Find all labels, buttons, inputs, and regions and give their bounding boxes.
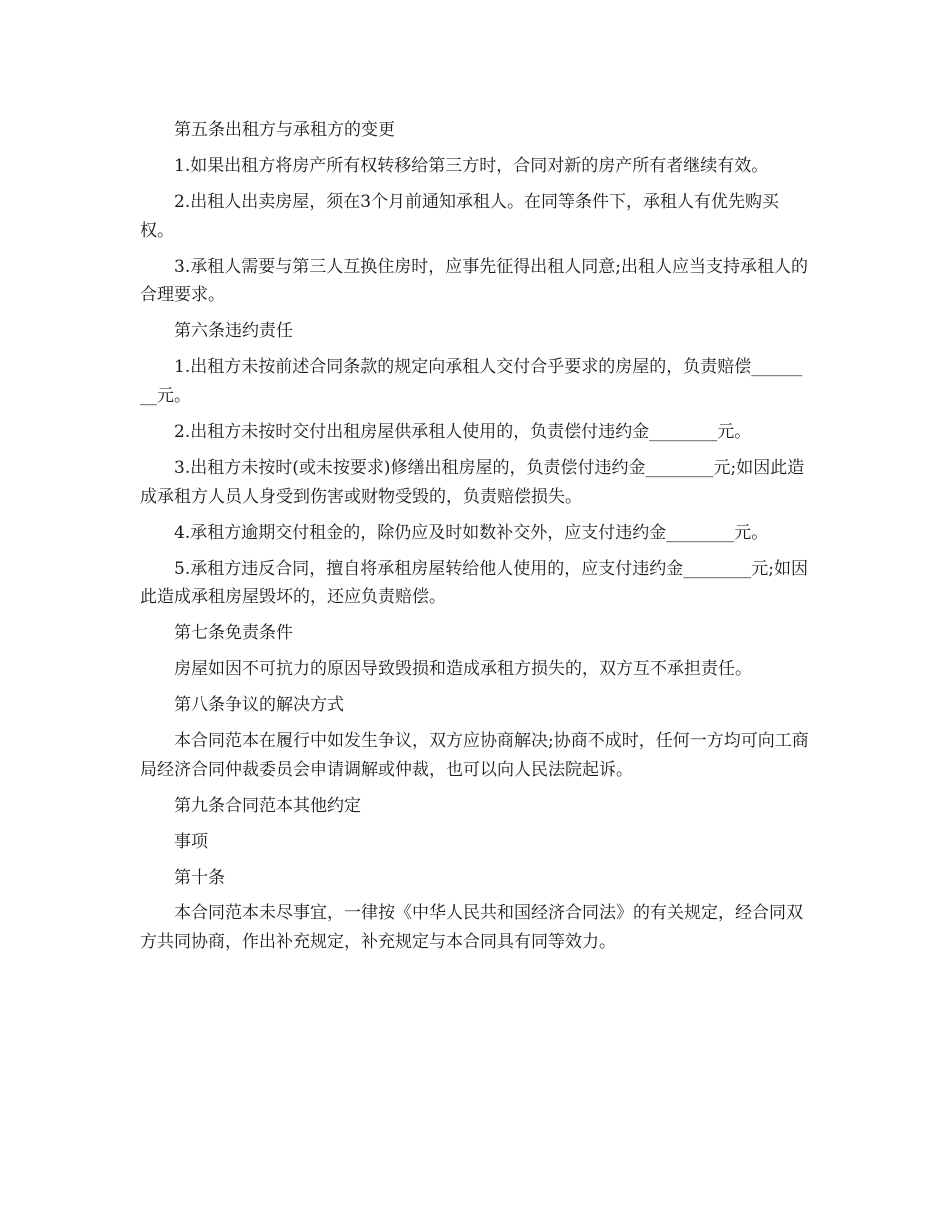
article-6-clause-3: 3.出租方未按时(或未按要求)修缮出租房屋的，负责偿付违约金________元;如因此造成承租方人员人身受到伤害或财物受毁的，负责赔偿损失。	[140, 457, 805, 507]
article-6-heading: 第六条违约责任	[174, 321, 293, 342]
article-6-clause-1: 1.出租方未按前述合同条款的规定向承租人交付合乎要求的房屋的，负责赔偿________元。	[140, 357, 803, 407]
article-7-text: 房屋如因不可抗力的原因导致毁损和造成承租方损失的，双方互不承担责任。	[174, 659, 752, 680]
article-9-heading: 第九条合同范本其他约定	[174, 795, 361, 816]
article-5-clause-3: 3.承租人需要与第三人互换住房时，应事先征得出租人同意;出租人应当支持承租人的合理要求。	[140, 256, 808, 306]
article-6-clause-2: 2.出租方未按时交付出租房屋供承租人使用的，负责偿付违约金________元。	[174, 422, 752, 443]
article-10-text: 本合同范本未尽事宜，一律按《中华人民共和国经济合同法》的有关规定，经合同双方共同协商，作出补充规定，补充规定与本合同具有同等效力。	[140, 903, 803, 953]
article-5-clause-1: 1.如果出租方将房产所有权转移给第三方时，合同对新的房产所有者继续有效。	[174, 155, 769, 176]
article-6-clause-4: 4.承租方逾期交付租金的，除仍应及时如数补交外，应支付违约金________元。	[174, 522, 769, 543]
article-8-text: 本合同范本在履行中如发生争议，双方应协商解决;协商不成时，任何一方均可向工商局经济合同仲裁委员会申请调解或仲裁，也可以向人民法院起诉。	[140, 731, 809, 780]
article-9-text: 事项	[174, 831, 208, 852]
article-5-heading: 第五条出租方与承租方的变更	[174, 120, 395, 140]
article-5-clause-2: 2.出租人出卖房屋，须在3个月前通知承租人。在同等条件下，承租人有优先购买权。	[140, 191, 780, 241]
article-7-heading: 第七条免责条件	[174, 623, 293, 644]
article-10-heading: 第十条	[174, 867, 225, 888]
article-8-heading: 第八条争议的解决方式	[174, 695, 344, 716]
document-body	[140, 116, 810, 964]
article-6-clause-5: 5.承租方违反合同，擅自将承租房屋转给他人使用的，应支付违约金________元;如因此造成承租房屋毁坏的，还应负责赔偿。	[140, 558, 808, 608]
